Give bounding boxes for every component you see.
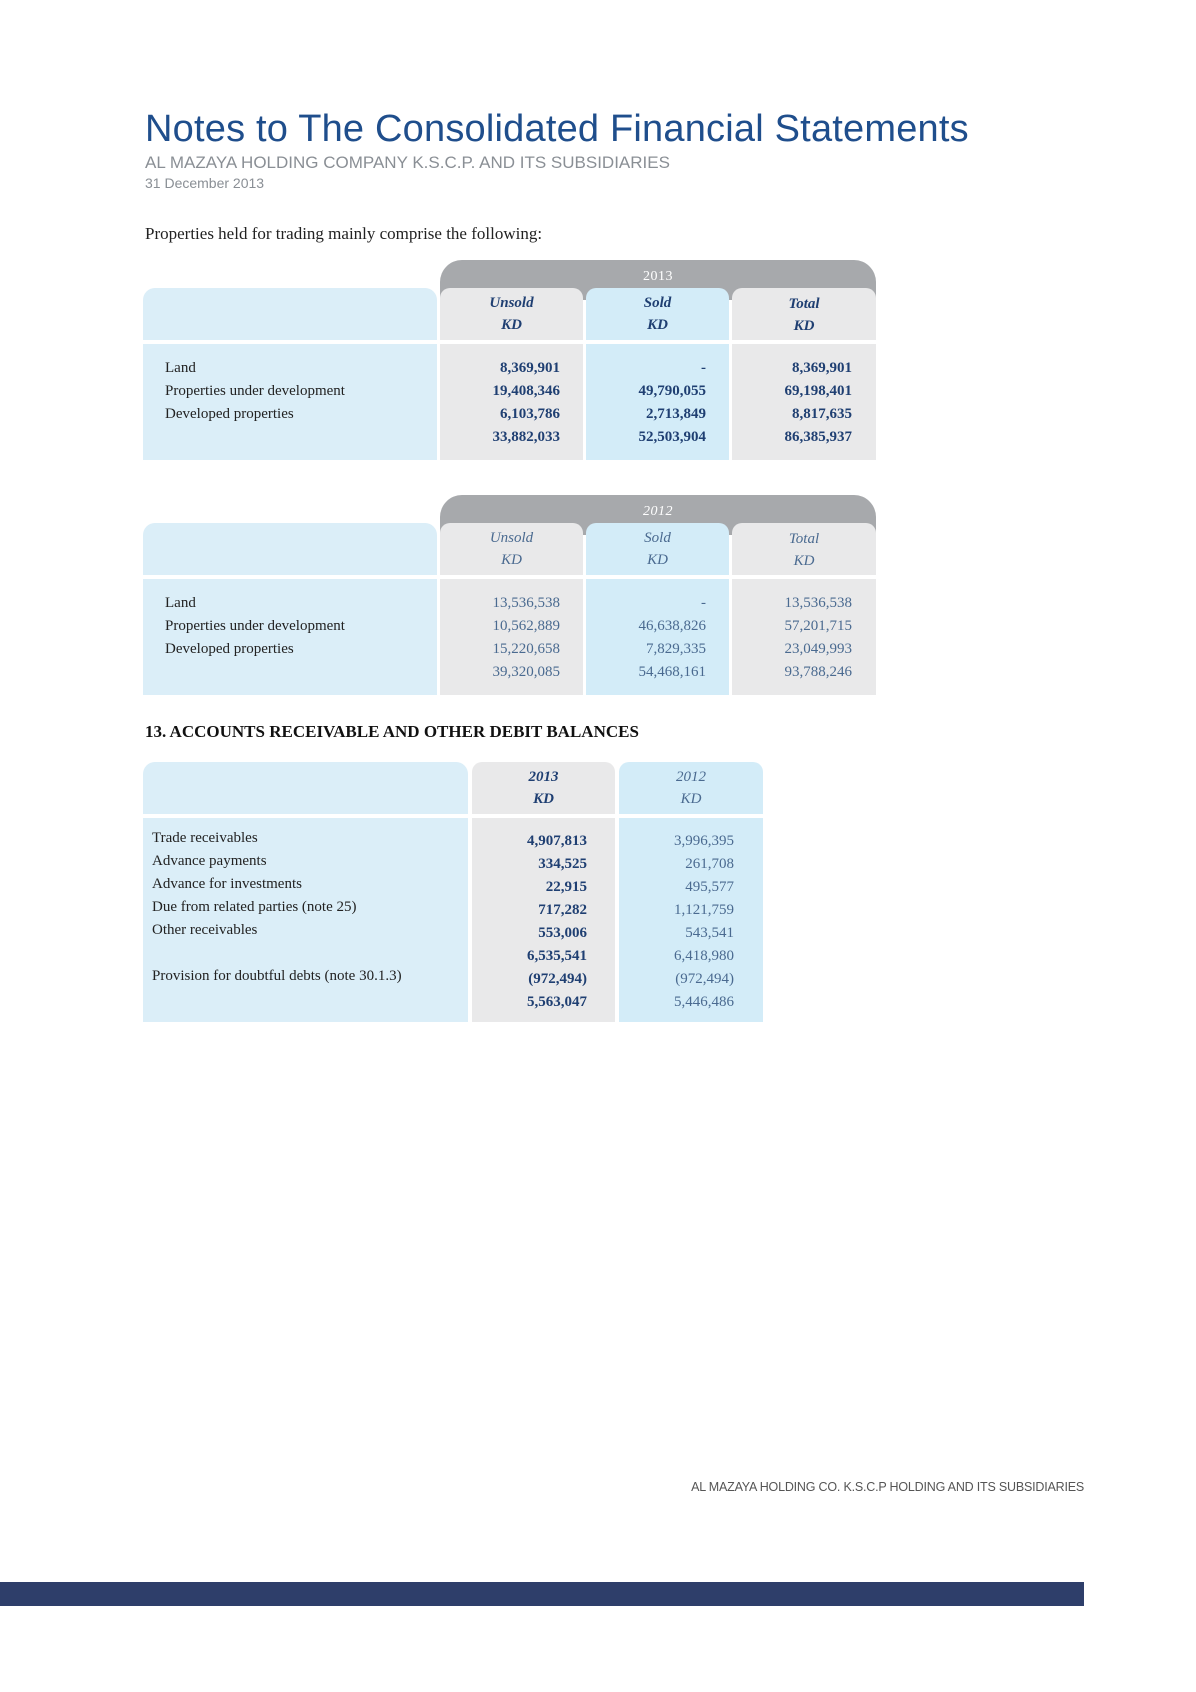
- subtotal-2012: 6,418,980: [674, 948, 734, 964]
- row-label-under-development: Properties under development: [165, 383, 345, 399]
- cell-2013: 717,282: [538, 902, 587, 918]
- cell-unsold: 6,103,786: [500, 406, 560, 422]
- cell-total: 57,201,715: [784, 618, 852, 634]
- subtotal-2013: 6,535,541: [527, 948, 587, 964]
- column-header-unsold: [440, 527, 583, 571]
- cell-2013: 4,907,813: [527, 833, 587, 849]
- row-label-developed: Developed properties: [165, 406, 294, 422]
- column-header-2012: [619, 766, 763, 810]
- row-label-provision: Provision for doubtful debts (note 30.1.3): [152, 968, 402, 984]
- cell-sold: 7,829,335: [646, 641, 706, 657]
- cell-2012: 495,577: [685, 879, 734, 895]
- cell-sold: 46,638,826: [638, 618, 706, 634]
- cell-sold: 2,713,849: [646, 406, 706, 422]
- total-unsold: 33,882,033: [492, 429, 560, 445]
- cell-2012: 3,996,395: [674, 833, 734, 849]
- body-label-column: [143, 818, 468, 1022]
- column-unit: KD: [793, 318, 815, 334]
- column-header-total: [732, 293, 876, 337]
- column-header-2013: [472, 766, 615, 810]
- provision-2012: (972,494): [675, 971, 734, 987]
- cell-total: 23,049,993: [784, 641, 852, 657]
- column-unit: KD: [680, 791, 702, 807]
- cell-unsold: 15,220,658: [492, 641, 560, 657]
- column-name: Total: [788, 531, 820, 547]
- cell-2012: 261,708: [685, 856, 734, 872]
- cell-unsold: 13,536,538: [492, 595, 560, 611]
- cell-total: 8,369,901: [792, 360, 852, 376]
- row-label-other-receivables: Other receivables: [152, 922, 258, 938]
- provision-2013: (972,494): [528, 971, 587, 987]
- column-name: Unsold: [489, 530, 534, 546]
- cell-unsold: 10,562,889: [492, 618, 560, 634]
- column-year: 2012: [676, 769, 706, 785]
- total-sold: 54,468,161: [638, 664, 706, 680]
- header-label-cell: [143, 288, 437, 340]
- cell-2013: 22,915: [545, 879, 587, 895]
- company-name: AL MAZAYA HOLDING COMPANY K.S.C.P. AND ITS SUBSIDIARIES: [145, 153, 670, 172]
- cell-sold: 49,790,055: [638, 383, 706, 399]
- cell-2013: 553,006: [538, 925, 587, 941]
- column-unit: KD: [793, 553, 815, 569]
- row-label-trade-receivables: Trade receivables: [152, 830, 258, 846]
- cell-sold: -: [701, 360, 706, 376]
- header-label-cell: [143, 762, 468, 814]
- column-name: Sold: [643, 295, 672, 311]
- row-label-land: Land: [165, 595, 196, 611]
- cell-total: 69,198,401: [784, 383, 852, 399]
- cell-total: 8,817,635: [792, 406, 852, 422]
- column-unit: KD: [533, 791, 554, 807]
- row-label-advance-payments: Advance payments: [152, 853, 267, 869]
- intro-text: Properties held for trading mainly comprise the following:: [145, 224, 543, 243]
- cell-unsold: 8,369,901: [500, 360, 560, 376]
- total-total: 93,788,246: [784, 664, 852, 680]
- column-year: 2013: [528, 769, 559, 785]
- column-unit: KD: [647, 552, 668, 568]
- total-total: 86,385,937: [784, 429, 852, 445]
- row-label-land: Land: [165, 360, 196, 376]
- net-2013: 5,563,047: [527, 994, 587, 1010]
- header-label-cell: [143, 523, 437, 575]
- cell-total: 13,536,538: [784, 595, 852, 611]
- row-label-advance-investments: Advance for investments: [152, 876, 302, 892]
- column-header-unsold: [440, 292, 583, 336]
- column-name: Unsold: [489, 295, 534, 311]
- page-title: Notes to The Consolidated Financial Statements: [145, 108, 969, 150]
- column-name: Total: [788, 296, 820, 312]
- footer-bar: [0, 1582, 1084, 1606]
- cell-2012: 543,541: [685, 925, 734, 941]
- row-label-developed: Developed properties: [165, 641, 294, 657]
- year-label: 2013: [643, 269, 673, 284]
- statement-date: 31 December 2013: [145, 175, 265, 191]
- cell-2013: 334,525: [538, 856, 587, 872]
- column-unit: KD: [501, 552, 522, 568]
- column-name: Sold: [644, 530, 671, 546]
- year-label: 2012: [643, 504, 673, 519]
- footer-company-text: AL MAZAYA HOLDING CO. K.S.C.P HOLDING AND ITS SUBSIDIARIES: [691, 1480, 1084, 1494]
- column-unit: KD: [501, 317, 522, 333]
- row-label-under-development: Properties under development: [165, 618, 345, 634]
- net-2012: 5,446,486: [674, 994, 734, 1010]
- section-heading: 13. ACCOUNTS RECEIVABLE AND OTHER DEBIT BALANCES: [145, 722, 639, 741]
- column-header-total: [732, 528, 876, 572]
- column-header-sold: [586, 527, 729, 571]
- column-header-sold: [586, 292, 729, 336]
- total-unsold: 39,320,085: [492, 664, 560, 680]
- column-unit: KD: [647, 317, 668, 333]
- cell-sold: -: [701, 595, 706, 611]
- total-sold: 52,503,904: [638, 429, 706, 445]
- row-label-related-parties: Due from related parties (note 25): [152, 899, 357, 915]
- cell-unsold: 19,408,346: [492, 383, 560, 399]
- cell-2012: 1,121,759: [674, 902, 734, 918]
